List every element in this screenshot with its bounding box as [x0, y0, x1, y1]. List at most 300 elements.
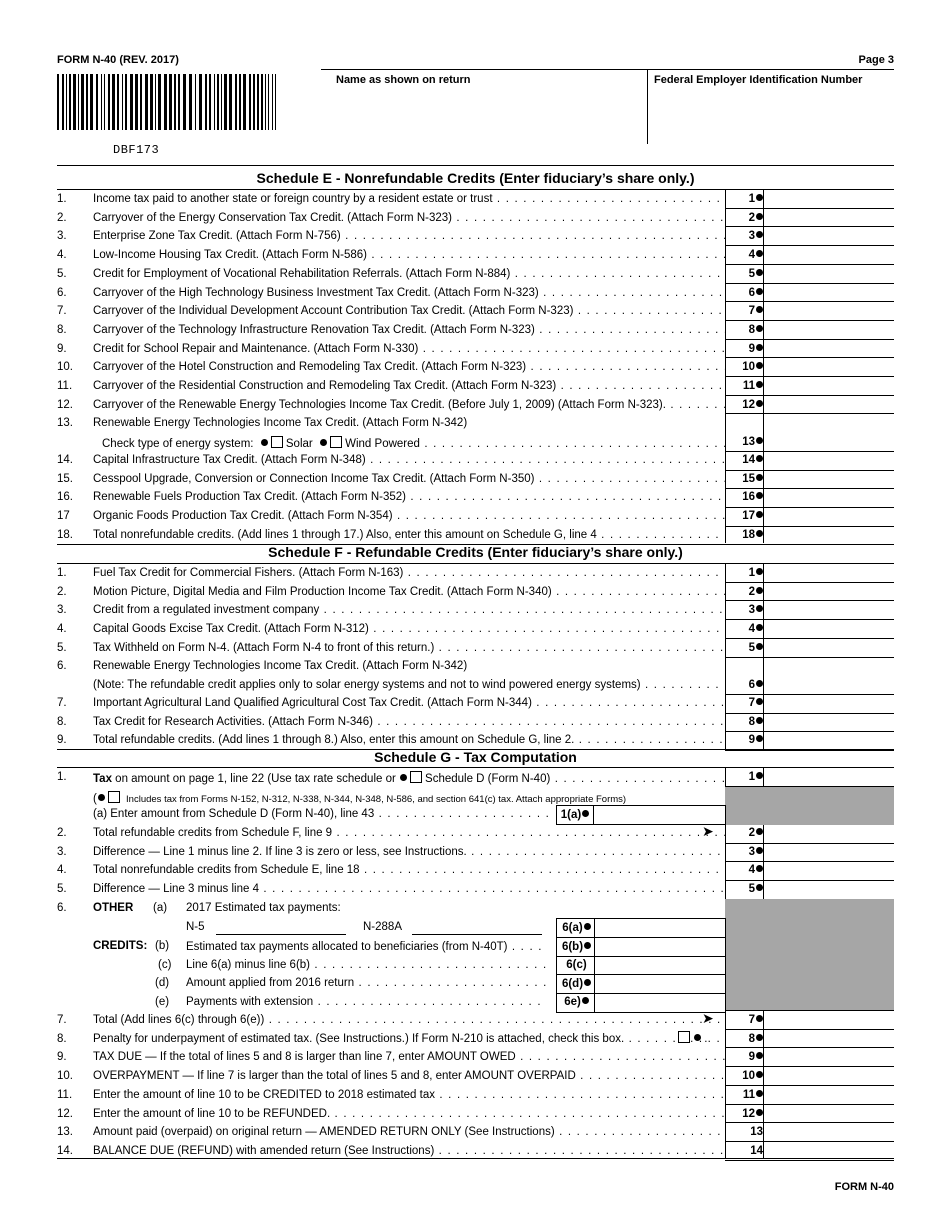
credits-label: CREDITS:: [93, 940, 148, 952]
sched-e-a-row: [57, 321, 894, 339]
line-number: 3.: [57, 230, 67, 243]
barcode-bar: [268, 74, 269, 130]
amount-field[interactable]: [726, 190, 894, 208]
line-description: Tax Credit for Research Activities. (Attach Form N-346) . . .: [93, 716, 725, 728]
barcode-bar: [275, 74, 276, 130]
barcode-bar: [224, 74, 227, 130]
line-box-label: 16: [725, 491, 763, 503]
line-box-label: 8: [725, 716, 763, 728]
line-box-label: 7: [725, 697, 763, 709]
n5-field[interactable]: [216, 920, 346, 935]
line-box-label: 7: [725, 305, 763, 317]
line-box-label: 1: [725, 193, 763, 205]
amount-field[interactable]: [726, 1067, 894, 1085]
barcode-bar: [199, 74, 202, 130]
sched-g-b-row: [57, 1123, 894, 1141]
line-description: Organic Foods Production Tax Credit. (Attach Form N-354) . . .: [93, 510, 725, 522]
amount-field[interactable]: [726, 843, 894, 861]
line-number: 11.: [57, 1088, 73, 1101]
barcode-bar: [90, 74, 93, 130]
sched-g-b-row: [57, 1105, 894, 1123]
line-number: 1.: [57, 771, 67, 783]
allocated-payments-label: Estimated tax payments allocated to beneficiaries (from N-40T) . . .: [186, 941, 546, 953]
form-id: FORM N-40 (REV. 2017): [57, 54, 179, 66]
box-6c-input[interactable]: [595, 957, 725, 974]
line-description: Low-Income Housing Tax Credit. (Attach Form N-586) . . .: [93, 249, 725, 261]
box-6a-input[interactable]: [595, 919, 725, 937]
line-number: 10.: [57, 1070, 73, 1083]
sched-f-b-row: [57, 731, 894, 749]
footer-form-id: FORM N-40: [834, 1181, 894, 1193]
line-box-label: 11: [725, 380, 763, 392]
amount-field[interactable]: [726, 358, 894, 376]
line-description: Important Agricultural Land Qualified Agricultural Cost Tax Credit. (Attach Form N-344) . . .: [93, 697, 725, 709]
line-number: 2.: [57, 585, 67, 598]
line-6c-label: Line 6(a) minus line 6(b) . . .: [186, 959, 546, 971]
sched-e-a-row: [57, 358, 894, 376]
line-box-label: 2: [725, 586, 763, 598]
barcode-bar: [261, 74, 263, 130]
barcode-bar: [257, 74, 259, 130]
box-6b-label: 6(b): [559, 941, 594, 953]
schedule-e-line-13a: [57, 414, 894, 432]
line-number: 6.: [57, 660, 67, 672]
barcode-bar: [145, 74, 148, 130]
sched-e-a-row: [57, 340, 894, 358]
letter-c: (c): [158, 959, 172, 971]
line-number: 9.: [57, 342, 67, 355]
line-number: 1.: [57, 567, 67, 579]
line-description: Credit for Employment of Vocational Rehabilitation Referrals. (Attach Form N-884) . . .: [93, 268, 725, 280]
box-6b-input[interactable]: [595, 938, 725, 956]
bottom-rule: [57, 1158, 894, 1159]
amount-field[interactable]: [726, 526, 894, 544]
sched-e-b-row: [57, 488, 894, 506]
line-box-label: 7: [725, 1014, 763, 1026]
sched-e-a-row: [57, 396, 894, 414]
schedule-g-line-6b: [57, 937, 894, 955]
line-box-label: 3: [725, 230, 763, 242]
barcode-bar: [112, 74, 115, 130]
barcode-bar: [155, 74, 156, 130]
amount-field[interactable]: [726, 1048, 894, 1066]
line-number: 9.: [57, 1051, 67, 1064]
line-description: Enter the amount of line 10 to be CREDITED to 2018 estimated tax . . .: [93, 1089, 725, 1101]
barcode-bar: [265, 74, 266, 130]
amount-field[interactable]: [726, 731, 894, 749]
bullet-icon: [584, 979, 591, 986]
other-credits-boxes: [556, 918, 726, 1013]
amount-field[interactable]: [726, 601, 894, 619]
amount-field[interactable]: [726, 284, 894, 302]
fein-field[interactable]: [648, 88, 894, 143]
schedule-g-line-6a: [57, 899, 894, 917]
barcode-bar: [135, 74, 138, 130]
barcode-bar: [125, 74, 127, 130]
line-number: 11.: [57, 380, 73, 392]
line-description: Motion Picture, Digital Media and Film Production Income Tax Credit. (Attach Form N-340) . . .: [93, 586, 725, 598]
sched-g-a-row: [57, 880, 894, 898]
line-number: 9.: [57, 734, 67, 747]
line-description: Enter the amount of line 10 to be REFUNDED. . . .: [93, 1108, 725, 1120]
amount-field[interactable]: [726, 694, 894, 712]
amount-field[interactable]: [726, 713, 894, 731]
barcode-bar: [272, 74, 273, 130]
line-description: Credit from a regulated investment company . . .: [93, 604, 725, 616]
barcode-bar: [101, 74, 102, 130]
amount-field[interactable]: [726, 470, 894, 488]
line-description: Credit for School Repair and Maintenance. (Attach Form N-330) . . .: [93, 343, 725, 355]
line-description: TAX DUE — If the total of lines 5 and 8 is larger than line 7, enter AMOUNT OWED . . .: [93, 1051, 725, 1063]
amount-field[interactable]: [726, 227, 894, 245]
amount-field[interactable]: [726, 488, 894, 506]
line-box-label: 11: [725, 1089, 763, 1101]
barcode-bar: [158, 74, 161, 130]
line-description: Carryover of the Technology Infrastructure Renovation Tax Credit. (Attach Form N-323) . . .: [93, 324, 725, 336]
amount-field[interactable]: [726, 209, 894, 227]
amount-field[interactable]: [726, 620, 894, 638]
sched-e-a-row: [57, 209, 894, 227]
arrow-right-icon: ➤: [702, 823, 714, 839]
amount-field[interactable]: [726, 880, 894, 898]
line-number: 10.: [57, 361, 73, 374]
sched-e-b-row: [57, 451, 894, 469]
line-number: 7.: [57, 305, 67, 318]
schedule-g-line-6e: [57, 993, 894, 1011]
schedule-g-line-1a: [57, 805, 894, 823]
bullet-icon: [400, 774, 407, 781]
sched-f-a-row: [57, 639, 894, 657]
line-box-label: 2: [725, 212, 763, 224]
line-number: 4.: [57, 623, 67, 636]
line-box-label: 14: [750, 1144, 763, 1157]
amount-field[interactable]: [726, 639, 894, 657]
line-description: Total nonrefundable credits. (Add lines 1 through 17.) Also, enter this amount on Schedule G, line 4 . . .: [93, 529, 725, 541]
line-box-label: 5: [725, 268, 763, 280]
line-description: Difference — Line 1 minus line 2. If line 3 is zero or less, see Instructions. . . .: [93, 846, 725, 858]
line-number: 5.: [57, 267, 67, 280]
sched-e-b-row: [57, 526, 894, 544]
line-number: 15.: [57, 472, 73, 485]
amount-field[interactable]: [726, 583, 894, 601]
line-box-label: 15: [725, 473, 763, 485]
n288a-field[interactable]: [412, 920, 542, 935]
barcode-bar: [57, 74, 59, 130]
barcode-bar: [108, 74, 110, 130]
sched-e-a-row: [57, 265, 894, 283]
bullet-icon: [694, 1034, 701, 1041]
solar-checkbox[interactable]: [271, 436, 283, 448]
line-number: 1.: [57, 193, 67, 205]
bullet-icon: [98, 794, 105, 801]
line-description: Amount paid (overpaid) on original return — AMENDED RETURN ONLY (See Instructions) . . .: [93, 1126, 725, 1138]
amount-field[interactable]: [726, 396, 894, 414]
line-description: Renewable Energy Technologies Income Tax Credit. (Attach Form N-342): [93, 417, 468, 429]
barcode-bar: [205, 74, 207, 130]
bullet-icon: [584, 942, 591, 949]
schedule-g-line-6a-forms: [57, 918, 894, 936]
schedule-g-line-1: [57, 768, 894, 786]
line-description: Enterprise Zone Tax Credit. (Attach Form N-756) . . .: [93, 230, 725, 242]
line-description: Tax on amount on page 1, line 22 (Use tax rate schedule or Schedule D (Form N-40) . . .: [93, 771, 725, 785]
schedule-g-line-6d: [57, 974, 894, 992]
barcode-bar: [81, 74, 84, 130]
sched-f-a-row: [57, 583, 894, 601]
sched-e-a-row: [57, 284, 894, 302]
line-description: Cesspool Upgrade, Conversion or Connection Income Tax Credit. (Attach Form N-350) . . .: [93, 473, 725, 485]
line-number: 7.: [57, 1014, 67, 1026]
amount-field[interactable]: [726, 451, 894, 469]
amount-field[interactable]: [726, 302, 894, 320]
line-box-label: 8: [725, 1033, 763, 1045]
amount-field[interactable]: [726, 377, 894, 395]
line-box-label: 5: [725, 642, 763, 654]
sched-f-b-row: [57, 713, 894, 731]
line-number: 8.: [57, 323, 67, 336]
schedule-e-title: Schedule E - Nonrefundable Credits (Enter fiduciary’s share only.): [256, 170, 695, 186]
line-description: Penalty for underpayment of estimated tax. (See Instructions.) If Form N-210 is attached, check this box. . . .: [93, 1033, 725, 1045]
n5-label: N-5: [186, 921, 205, 933]
line-box-label: 4: [725, 623, 763, 635]
amount-field[interactable]: [726, 1105, 894, 1123]
barcode-bar: [122, 74, 123, 130]
line-number: 5.: [57, 641, 67, 654]
line-box-label: 3: [725, 846, 763, 858]
line-number: 6.: [57, 286, 67, 299]
sched-g-b-row: [57, 1048, 894, 1066]
barcode-text: DBF173: [113, 143, 160, 157]
line-number: 4.: [57, 864, 67, 877]
box-6d-label: 6(d): [559, 978, 594, 990]
barcode-bar: [253, 74, 255, 130]
barcode-bar: [117, 74, 119, 130]
schedule-g-line-6c: [57, 956, 894, 974]
line-box-label: 3: [725, 604, 763, 616]
amount-field[interactable]: [726, 1123, 894, 1141]
amount-field[interactable]: [726, 265, 894, 283]
barcode-bar: [178, 74, 180, 130]
amount-field[interactable]: [726, 1030, 894, 1048]
amount-field[interactable]: [726, 564, 894, 582]
line-number: 13.: [57, 417, 73, 429]
line-number: 12.: [57, 1107, 73, 1120]
line-description: Income tax paid to another state or foreign country by a resident estate or trust . . .: [93, 193, 725, 205]
letter-e: (e): [155, 996, 170, 1008]
line-box-label: 9: [725, 734, 763, 746]
barcode-bar: [229, 74, 232, 130]
sched-e-a-row: [57, 190, 894, 208]
letter-d: (d): [155, 977, 170, 989]
wind-label: Wind Powered: [345, 438, 420, 450]
box-6d-input[interactable]: [595, 975, 725, 993]
schedule-d-checkbox[interactable]: [410, 771, 422, 783]
barcode-bar: [243, 74, 246, 130]
solar-label: Solar: [285, 438, 313, 450]
line-box-label: 10: [725, 1070, 763, 1082]
amount-field[interactable]: [726, 507, 894, 525]
barcode-bar: [214, 74, 215, 130]
line-box-label: 4: [725, 864, 763, 876]
estimated-payments-label: 2017 Estimated tax payments:: [186, 902, 341, 914]
line-number: 17: [57, 510, 70, 523]
line-1a-box[interactable]: [556, 805, 726, 825]
sched-f-a-row: [57, 601, 894, 619]
barcode-bar: [164, 74, 167, 130]
barcode-bar: [104, 74, 105, 130]
line-description: Renewable Energy Technologies Income Tax Credit. (Attach Form N-342): [93, 660, 468, 672]
sched-f-b-row: [57, 694, 894, 712]
letter-b: (b): [155, 940, 170, 952]
check-type-label: Check type of energy system:: [102, 438, 254, 450]
other-label: OTHER: [93, 902, 134, 914]
line-number: 14.: [57, 1144, 73, 1157]
schedule-g-line-1-includes: [57, 787, 894, 805]
line-number: 18.: [57, 528, 73, 541]
line-box-label: 12: [725, 399, 763, 411]
bullet-icon: [261, 439, 268, 446]
bullet-icon: [582, 810, 589, 817]
sched-g-b-row: [57, 1086, 894, 1104]
line-box-label: 17: [725, 510, 763, 522]
penalty-check: .: [675, 1031, 707, 1045]
bullet-icon: [320, 439, 327, 446]
amount-field[interactable]: [726, 824, 894, 842]
sched-e-a-row: [57, 227, 894, 245]
barcode-bar: [217, 74, 219, 130]
line-description: Capital Goods Excise Tax Credit. (Attach Form N-312) . . .: [93, 623, 725, 635]
amount-field[interactable]: [726, 861, 894, 879]
line-number: 8.: [57, 715, 67, 728]
amount-field[interactable]: [726, 340, 894, 358]
sched-g-b-row: [57, 1030, 894, 1048]
sched-f-a-row: [57, 620, 894, 638]
line-description: Difference — Line 3 minus line 4 . . .: [93, 883, 725, 895]
line-6e-label: Payments with extension . . .: [186, 996, 546, 1008]
line-box-label: 4: [725, 249, 763, 261]
line-number: 2.: [57, 827, 67, 839]
letter-a: (a): [153, 902, 168, 914]
includes-note: ( Includes tax from Forms N-152, N-312, N-338, N-344, N-348, N-586, and section 641(c) tax. Attach appropriate Forms): [93, 793, 627, 805]
line-box-label: 6: [725, 679, 763, 691]
schedule-e-line-13b: [57, 433, 894, 451]
line-description: Carryover of the High Technology Business Investment Tax Credit. (Attach Form N-323) . . .: [93, 287, 725, 299]
sched-e-b-row: [57, 470, 894, 488]
line-1a-label: 1(a): [557, 806, 594, 824]
line-box-label: 10: [725, 361, 763, 373]
line-box-label: 6: [725, 287, 763, 299]
page-number: Page 3: [858, 54, 894, 66]
bullet-icon: [582, 997, 589, 1004]
barcode-bar: [169, 74, 172, 130]
line-description: Tax Withheld on Form N-4. (Attach Form N-4 to front of this return.) . . .: [93, 642, 725, 654]
form-n210-checkbox[interactable]: [678, 1031, 690, 1043]
amount-field[interactable]: [726, 1011, 894, 1029]
line-box-label: 9: [725, 343, 763, 355]
sched-g-a-row: [57, 843, 894, 861]
line-description: Carryover of the Hotel Construction and Remodeling Tax Credit. (Attach Form N-323) . . .: [93, 361, 725, 373]
sched-g-b-row: [57, 1011, 894, 1029]
sched-f-a-row: [57, 564, 894, 582]
barcode-bar: [235, 74, 237, 130]
line-description: Total refundable credits. (Add lines 1 through 8.) Also, enter this amount on Schedule G, line 2. . . .: [93, 734, 725, 746]
line-box-label: 13: [750, 1126, 763, 1139]
wind-checkbox[interactable]: [330, 436, 342, 448]
barcode-bar: [86, 74, 88, 130]
line-description: OVERPAYMENT — If line 7 is larger than the total of lines 5 and 8, enter AMOUNT OVERPAID . . .: [93, 1070, 725, 1082]
barcode-bar: [73, 74, 76, 130]
sched-e-b-row: [57, 507, 894, 525]
box-6e-label: 6e): [559, 996, 594, 1008]
schedule-f-title: Schedule F - Refundable Credits (Enter fiduciary’s share only.): [268, 544, 683, 560]
line-box-label: 14: [725, 454, 763, 466]
header-bottom-rule: [57, 165, 894, 166]
line-description: (a) Enter amount from Schedule D (Form N-40), line 43 . . .: [93, 808, 553, 820]
line-number: 4.: [57, 249, 67, 262]
box-6c-label: 6(c): [566, 959, 587, 971]
line-6d-label: Amount applied from 2016 return . . .: [186, 977, 546, 989]
line-box-label: 18: [725, 529, 763, 541]
barcode-bar: [239, 74, 241, 130]
line-number: 8.: [57, 1032, 67, 1045]
barcode-bar: [209, 74, 211, 130]
barcode-bar: [221, 74, 222, 130]
includes-checkbox[interactable]: [108, 791, 120, 803]
barcode-bar: [174, 74, 176, 130]
line-number: 3.: [57, 604, 67, 617]
barcode-bar: [62, 74, 64, 130]
sched-g-b-row: [57, 1067, 894, 1085]
line-description: BALANCE DUE (REFUND) with amended return (See Instructions) . . .: [93, 1145, 725, 1157]
line-description: Carryover of the Renewable Energy Technologies Income Tax Credit. (Before July 1, 2009) (Attach Form N-323). . . .: [93, 399, 725, 411]
line-number: 7.: [57, 697, 67, 709]
line-description: Carryover of the Residential Construction and Remodeling Tax Credit. (Attach Form N-323) . . .: [93, 380, 725, 392]
line-number: 13.: [57, 1126, 73, 1139]
amount-field[interactable]: [726, 1086, 894, 1104]
energy-system-choice: [102, 436, 725, 450]
sched-e-a-row: [57, 246, 894, 264]
line-number: 12.: [57, 398, 73, 411]
line-number: 3.: [57, 845, 67, 858]
line-number: 6.: [57, 902, 67, 914]
amount-field[interactable]: [726, 246, 894, 264]
amount-field[interactable]: [726, 321, 894, 339]
line-description: Total nonrefundable credits from Schedule E, line 18 . . .: [93, 864, 725, 876]
line-description: Total (Add lines 6(c) through 6(e)) . . .: [93, 1014, 725, 1026]
line-box-label: 1: [725, 771, 763, 783]
barcode-bar: [195, 74, 196, 130]
bullet-icon: [756, 772, 763, 779]
line-box-label: 9: [725, 1051, 763, 1063]
barcode-bar: [130, 74, 133, 130]
barcode-bar: [96, 74, 98, 130]
line-number: 14.: [57, 454, 73, 466]
name-field[interactable]: [322, 88, 646, 143]
name-label: Name as shown on return: [336, 74, 471, 86]
barcode-bar: [66, 74, 67, 130]
bullet-icon: [756, 680, 763, 687]
line-description: Fuel Tax Credit for Commercial Fishers. (Attach Form N-163) . . .: [93, 567, 725, 579]
line-number: 5.: [57, 883, 67, 896]
barcode-bar: [78, 74, 79, 130]
line-box-label: 13: [725, 436, 763, 448]
line-note: (Note: The refundable credit applies only to solar energy systems and not to wind powered energy systems) . . .: [93, 679, 725, 691]
line-description: Capital Infrastructure Tax Credit. (Attach Form N-348) . . .: [93, 454, 725, 466]
header-top-rule: [321, 69, 894, 70]
bullet-icon: [756, 437, 763, 444]
barcode-bar: [150, 74, 153, 130]
barcode-bar: [183, 74, 186, 130]
n288a-label: N-288A: [363, 921, 402, 933]
